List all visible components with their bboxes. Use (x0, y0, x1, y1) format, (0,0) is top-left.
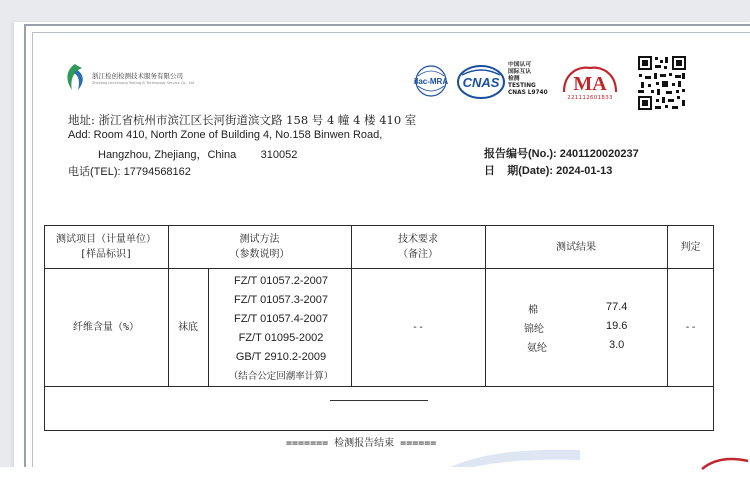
row-methods (218, 272, 344, 386)
svg-text:ilac-MRA: ilac-MRA (413, 77, 449, 86)
header-requirement: 技术要求 （备注） (398, 234, 438, 260)
header-test-method: 测试方法 （参数说明） (229, 234, 290, 260)
logo-mark-icon (62, 62, 88, 92)
address-english-line1: Add: Room 410, North Zone of Building 4, No.158 Binwen Road, (68, 129, 383, 141)
row-test-item: 纤维含量（%） (72, 321, 140, 333)
svg-text:MA: MA (573, 73, 607, 95)
result-fiber-value: 3.0 (609, 339, 625, 351)
method-note: （结合公定回潮率计算） (228, 371, 334, 382)
row-judgement: -- (684, 321, 697, 333)
row-sample: 袜底 (178, 321, 198, 333)
report-end-text: ======= 检测报告结束 ====== (286, 438, 437, 449)
method-standard: FZ/T 01095-2002 (238, 332, 324, 344)
svg-text:CNAS: CNAS (462, 75, 500, 90)
method-standard: FZ/T 01057.3-2007 (234, 294, 328, 306)
result-fiber-name: 棉 (528, 305, 538, 316)
separator-line (330, 400, 428, 401)
row-requirement: -- (411, 321, 425, 333)
address-chinese: 地址: 浙江省杭州市滨江区长河街道滨文路 158 号 4 幢 4 楼 410 室 (68, 113, 417, 127)
bottom-edge (0, 467, 750, 492)
result-fiber-value: 19.6 (606, 320, 628, 332)
method-standard: FZ/T 01057.4-2007 (234, 313, 328, 325)
table-row-divider (44, 386, 714, 387)
telephone: 电话(TEL): 17794568162 (68, 166, 191, 178)
result-fiber-name: 锦纶 (524, 324, 544, 335)
header-result: 测试结果 (556, 241, 596, 253)
report-number: 报告编号(No.): 2401120020237 (484, 148, 639, 160)
company-name-en: Zhejiang Jianchuang Testing & Technology Service Co., Ltd (92, 81, 195, 85)
qr-code-icon[interactable] (636, 54, 688, 112)
red-stamp-edge-icon (700, 455, 750, 475)
cma-number: 221112601833 (567, 95, 613, 101)
company-logo (62, 62, 222, 92)
header-test-item: 测试项目（计量单位） [样品标识] (56, 234, 156, 260)
result-fiber-name: 氨纶 (527, 343, 547, 354)
ilac-mra-logo-icon (408, 64, 454, 98)
method-standard: GB/T 2910.2-2009 (235, 351, 327, 363)
result-fiber-value: 77.4 (606, 301, 628, 313)
method-standard: FZ/T 01057.2-2007 (234, 275, 328, 287)
table-col-divider (208, 268, 209, 386)
company-name: 浙江检创检测技术服务有限公司 (92, 72, 183, 80)
cnas-accreditation-text: 中国认可 国际互认 检测 TESTING CNAS L9740 (508, 62, 548, 96)
address-english-line2: Hangzhou, Zhejiang，China 310052 (98, 149, 298, 161)
cnas-logo-icon (456, 63, 506, 101)
report-date: 日 期(Date): 2024-01-13 (484, 165, 613, 177)
header-judgement: 判定 (680, 241, 701, 253)
